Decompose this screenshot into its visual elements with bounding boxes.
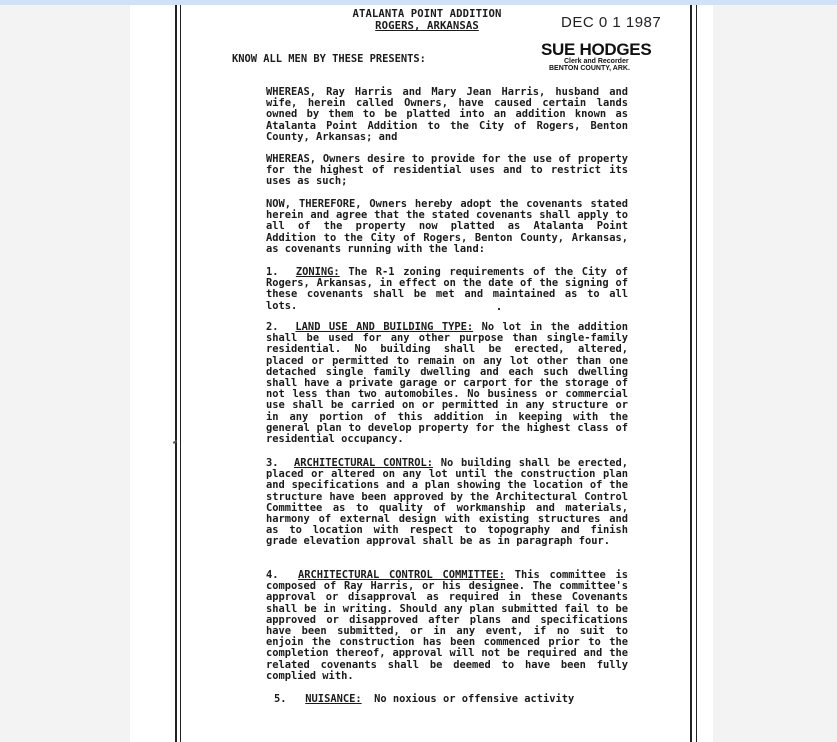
section-number: 2. <box>266 321 279 333</box>
recorder-stamp-name: SUE HODGES <box>541 40 652 59</box>
paragraph-text: WHEREAS, Owners desire to provide for the use of property for the highest of residential uses and to restrict its uses as such; <box>266 153 628 188</box>
section-body: This committee is composed of Ray Harris, or his designee. The committee's approval or disapproval as required in these Covenants shall be in writing. Should any plan submitted fail to be approved or disapproved after plans and specifications have been submitted, or in any event, if no suit to enjoin the construction has been commenced prior to the completion thereof, approval will not be required and the related covenants shall be deemed to have been fully complied with. <box>266 569 628 682</box>
section-number: 3. <box>266 457 279 469</box>
paragraph-text: NOW, THEREFORE, Owners hereby adopt the covenants stated herein and agree that the stated covenants shall apply to all of the property now platted as Atalanta Point Addition to the City of Rogers, Benton County, Arkansas, as covenants running with the land: <box>266 198 628 255</box>
therefore-paragraph <box>234 199 628 255</box>
section-architectural-committee <box>234 570 628 682</box>
right-margin-line <box>690 5 692 742</box>
recorder-stamp-title: Clerk and Recorder <box>564 58 629 65</box>
section-heading: ARCHITECTURAL CONTROL: <box>293 457 434 469</box>
recording-date-stamp: DEC 0 1 1987 <box>561 14 662 31</box>
section-heading: LAND USE AND BUILDING TYPE: <box>295 321 474 333</box>
section-heading: ZONING: <box>295 266 340 278</box>
left-margin-line-inner <box>180 5 181 742</box>
section-number: 5. <box>274 693 287 705</box>
section-number: 1. <box>266 266 279 278</box>
section-body: The R-1 zoning requirements of the City of Rogers, Arkansas, in effect on the date of the signing of these covenants shall be met and maintained as to all lots. <box>266 266 628 312</box>
right-margin-line-inner <box>696 5 697 742</box>
section-body: No lot in the addition shall be used for any other purpose than single-family residential. No building shall be erected, altered, placed or permitted to remain on any lot other than one detached single family dwelling and each such dwelling shall have a private garage or carport for the storage of not less than two automobiles. No business or commercial use shall be carried on or permitted in any structure or in any portion of this addition in keeping with the general plan to develop property for the highest class of residential occupancy. <box>266 321 628 446</box>
title-line-2: ROGERS, ARKANSAS <box>375 20 479 32</box>
section-heading: ARCHITECTURAL CONTROL COMMITTEE: <box>297 569 506 581</box>
stray-mark <box>498 308 500 310</box>
section-nuisance <box>234 694 628 705</box>
section-zoning <box>234 267 628 312</box>
whereas-paragraph-2 <box>234 154 628 188</box>
whereas-paragraph-1 <box>234 87 628 143</box>
recorder-stamp-county: BENTON COUNTY, ARK. <box>549 65 630 72</box>
paragraph-text: WHEREAS, Ray Harris and Mary Jean Harris, husband and wife, herein called Owners, have caused certain lands owned by them to be platted into an addition known as Atalanta Point Addition to the City of Rogers, Benton County, Arkansas; and <box>266 86 628 143</box>
know-all-men-heading: KNOW ALL MEN BY THESE PRESENTS: <box>232 53 426 65</box>
title-line-1: ATALANTA POINT ADDITION <box>352 8 502 20</box>
section-architectural-control <box>234 458 628 548</box>
section-land-use <box>234 322 628 445</box>
section-body: No building shall be erected, placed or altered on any lot until the construction plan and specifications and a plan showing the location of the structure have been approved by the Architectural Control Committee as to quality of workmanship and materials, harmony of external design with existing structures and as to location with respect to topography and finish grade elevation approval shall be as in paragraph four. <box>266 457 628 548</box>
section-number: 4. <box>266 569 279 581</box>
section-heading: NUISANCE: <box>305 693 362 705</box>
section-body: No noxious or offensive activity <box>374 693 575 705</box>
left-margin-line <box>175 5 177 742</box>
